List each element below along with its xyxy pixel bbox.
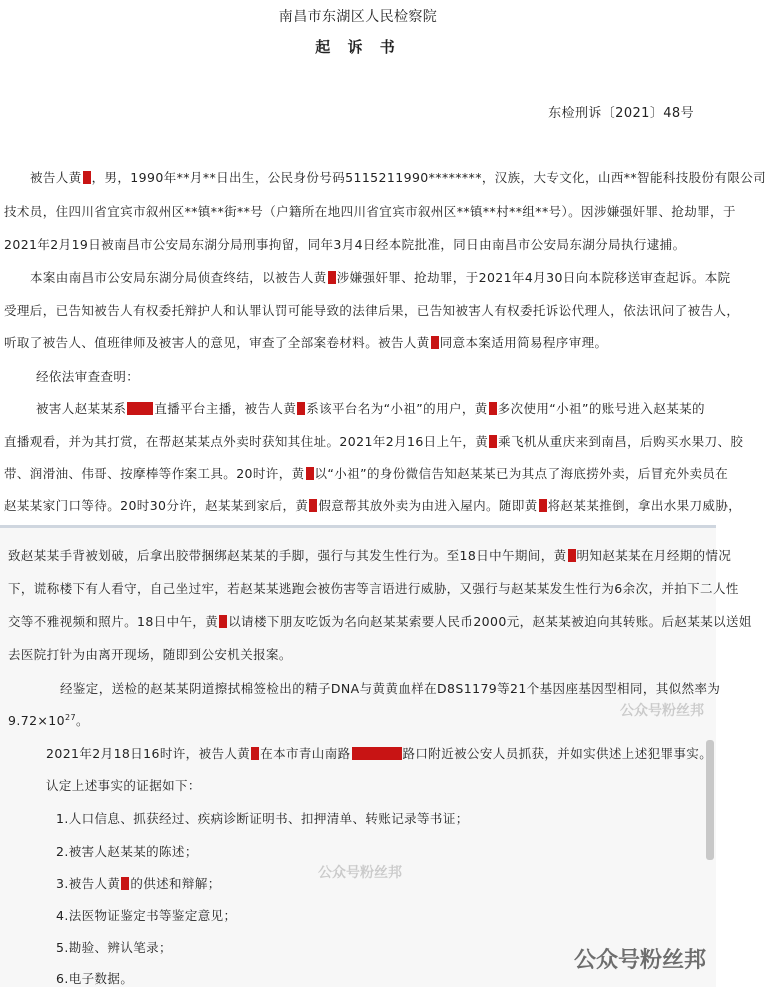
evidence-item-3: 3.被告人黄 的供述和辩解； (56, 876, 221, 891)
redaction-mark (121, 877, 129, 890)
page-seam-divider (0, 525, 716, 528)
paragraph-4-line-1: 被害人赵某某系 直播平台主播，被告人黄 系该平台名为“小祖”的用户，黄 多次使用“小祖”的账号进入赵某某的 (36, 401, 705, 416)
evidence-item-2: 2.被害人赵某某的陈述； (56, 844, 198, 859)
paragraph-6-line-2: $9.72\times 10^{27}$。 (8, 712, 89, 728)
paragraph-1-line-2: 技术员，住四川省宜宾市叙州区**镇**街**号（户籍所在地四川省宜宾市叙州区**镇**村**组**号）。因涉嫌强奸罪、抢劫罪，于 (4, 204, 736, 219)
redaction-mark (219, 615, 227, 628)
redaction-mark (251, 747, 259, 760)
redaction-mark (306, 467, 314, 480)
paragraph-4-line-2: 直播观看，并为其打赏，在帮赵某某点外卖时获知其住址。2021年2月16日上午，黄 乘飞机从重庆来到南昌，后购买水果刀、胶 (4, 434, 744, 449)
redaction-mark (539, 499, 547, 512)
paragraph-7-line-1: 2021年2月18日16时许，被告人黄 在本市青山南路 路口附近被公安人员抓获，并如实供述上述犯罪事实。 (46, 746, 713, 761)
redaction-mark (297, 402, 305, 415)
paragraph-5-line-4: 去医院打针为由离开现场，随即到公安机关报案。 (8, 647, 292, 662)
redaction-mark (328, 271, 336, 284)
paragraph-4-line-3: 带、润滑油、伟哥、按摩棒等作案工具。20时许，黄 以“小祖”的身份微信告知赵某某已为其点了海底捞外卖，后冒充外卖员在 (4, 466, 729, 481)
document-title: 起 诉 书 (315, 38, 401, 56)
redaction-mark (83, 171, 91, 184)
case-number: 东检刑诉〔2021〕48号 (548, 106, 694, 121)
watermark-logo: 公众号粉丝邦 (574, 948, 707, 973)
redaction-mark (489, 435, 497, 448)
evidence-item-4: 4.法医物证鉴定书等鉴定意见； (56, 908, 237, 923)
redaction-mark (127, 402, 153, 415)
redaction-mark (309, 499, 317, 512)
paragraph-4-line-4: 赵某某家门口等待。20时30分许，赵某某到家后，黄 假意帮其放外卖为由进入屋内。随即黄 将赵某某推倒，拿出水果刀威胁， (4, 498, 742, 513)
paragraph-5-line-2: 下，谎称楼下有人看守，自己坐过牢，若赵某某逃跑会被伤害等言语进行威胁，又强行与赵某某发生性行为6余次，并拍下二人性 (8, 581, 739, 596)
watermark-text: 公众号粉丝邦 (620, 703, 704, 719)
paragraph-2-line-3: 听取了被告人、值班律师及被害人的意见，审查了全部案卷材料。被告人黄 同意本案适用简易程序审理。 (4, 335, 608, 350)
watermark-text: 公众号粉丝邦 (318, 865, 402, 881)
redaction-mark (352, 747, 402, 760)
paragraph-5-line-3: 交等不雅视频和照片。18日中午，黄 以请楼下朋友吃饭为名向赵某某索要人民币2000元，赵某某被迫向其转账。后赵某某以送姐 (8, 614, 752, 629)
evidence-intro: 认定上述事实的证据如下： (46, 778, 201, 793)
paragraph-1-line-1: 被告人黄 ，男，1990年**月**日出生，公民身份号码5115211990********，汉族，大专文化，山西**智能科技股份有限公司 (30, 170, 766, 185)
redaction-mark (431, 336, 439, 349)
evidence-item-5: 5.勘验、辨认笔录； (56, 940, 172, 955)
redaction-mark (568, 549, 576, 562)
paragraph-2-line-1: 本案由南昌市公安局东湖分局侦查终结，以被告人黄 涉嫌强奸罪、抢劫罪，于2021年4月30日向本院移送审查起诉。本院 (30, 270, 731, 285)
evidence-item-6: 6.电子数据。 (56, 971, 134, 986)
paragraph-2-line-2: 受理后，已告知被告人有权委托辩护人和认罪认罚可能导致的法律后果，已告知被害人有权委托诉讼代理人，依法讯问了被告人， (4, 303, 740, 318)
redaction-mark (489, 402, 497, 415)
organization-name: 南昌市东湖区人民检察院 (278, 9, 438, 25)
paragraph-3-line-1: 经依法审查查明： (36, 369, 140, 384)
evidence-item-1: 1.人口信息、抓获经过、疾病诊断证明书、扣押清单、转账记录等书证； (56, 811, 469, 826)
paragraph-6-line-1: 经鉴定，送检的赵某某阴道擦拭棉签检出的精子DNA与黄黄血样在D8S1179等21个基因座基因型相同，其似然率为 (60, 681, 721, 696)
paragraph-1-line-3: 2021年2月19日被南昌市公安局东湖分局刑事拘留，同年3月4日经本院批准，同日由南昌市公安局东湖分局执行逮捕。 (4, 237, 686, 252)
paragraph-5-line-1: 致赵某某手背被划破，后拿出胶带捆绑赵某某的手脚，强行与其发生性行为。至18日中午期间，黄 明知赵某某在月经期的情况 (8, 548, 732, 563)
